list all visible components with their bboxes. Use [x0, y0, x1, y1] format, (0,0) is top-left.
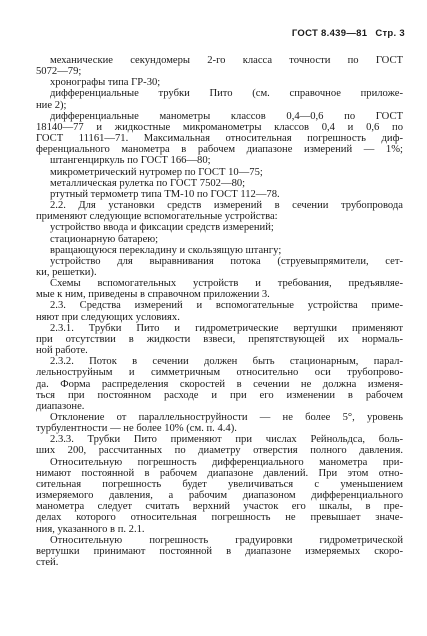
page-number: Стр. 3: [375, 28, 405, 39]
text-line: Относительную погрешность дифференциального манометра при-: [50, 456, 403, 468]
text-line: стационарную батарею;: [50, 233, 159, 245]
text-line: ших 200, рассчитанных по диаметру отверстия полного давления.: [36, 445, 403, 457]
text-line: устройство ввода и фиксации средств измерений;: [50, 222, 274, 234]
text-line: механические секундомеры 2-го класса точности по ГОСТ: [50, 55, 403, 66]
text-line: 2.3.2. Поток в сечении должен быть стационарным, парал-: [50, 356, 403, 368]
text-line: Отклонение от параллельноструйности — не более 5°, уровень: [50, 412, 403, 423]
text-line: лельноструйным и симметричным относительно оси трубопрово-: [36, 367, 403, 379]
text-line: ки, решетки).: [36, 266, 97, 278]
text-line: Схемы вспомогательных устройств и требования, предъявляе-: [50, 278, 403, 290]
text-line: вращающуюся перекладину и скользящую штангу;: [50, 244, 282, 256]
text-line: ться при постоянном расходе и при его изменении в рабочем: [36, 389, 403, 401]
text-line: 2.3.3. Трубки Пито применяют при числах Рейнольдса, боль-: [50, 434, 403, 446]
text-line: хронографы типа ГР-30;: [50, 77, 161, 89]
text-line: ГОСТ 11161—71. Максимальная относительная погрешность диф-: [36, 133, 403, 145]
text-line: дифференциальные трубки Пито (см. справочное приложе-: [50, 88, 403, 100]
text-line: устройство для выравнивания потока (струевыпрямители, сет-: [50, 255, 403, 267]
text-line: при отсутствии в жидкости взвеси, препятствующей их нормаль-: [36, 333, 403, 345]
text-line: делах которого относительная погрешность не превышает значе-: [36, 512, 403, 524]
text-line: мые к ним, приведены в справочном приложении 3.: [36, 289, 270, 301]
text-line: 2.2. Для установки средств измерений в сечении трубопровода: [50, 200, 403, 212]
text-line: турбулентности — не более 10% (см. п. 4.4).: [36, 423, 237, 435]
text-line: микрометрический нутромер по ГОСТ 10—75;: [50, 166, 263, 178]
text-line: дифференциальные манометры классов 0,4—0,6 по ГОСТ: [50, 110, 403, 122]
text-line: Относительную погрешность градуировки гидрометрической: [50, 534, 403, 546]
text-line: ния, указанного в п. 2.1.: [36, 523, 145, 535]
text-line: манометра следует считать верхний участок его шкалы, в пре-: [36, 501, 403, 513]
text-line: 18140—77 и жидкостные микроманометры классов 0,4 и 0,6 по: [36, 121, 403, 133]
text-line: металлическая рулетка по ГОСТ 7502—80;: [50, 177, 246, 189]
text-line: ференциального манометра в рабочем диапазоне измерений — 1%;: [36, 144, 403, 156]
text-line: диапазоне.: [36, 400, 85, 412]
text-line: 5072—79;: [36, 66, 82, 78]
text-line: стей.: [36, 557, 59, 569]
document-code: ГОСТ 8.439—81: [291, 28, 368, 39]
document-body: [36, 55, 403, 568]
text-line: штангенциркуль по ГОСТ 166—80;: [50, 155, 211, 167]
text-line: сительная погрешность будет увеличиваться с уменьшением: [36, 478, 403, 490]
text-line: няют при следующих условиях.: [36, 311, 180, 323]
text-line: ной работе.: [36, 345, 88, 357]
text-line: да. Форма распределения скоростей в сечении не должна изменя-: [36, 378, 403, 390]
text-line: ние 2);: [36, 99, 67, 111]
text-line: 2.3.1. Трубки Пито и гидрометрические вертушки применяют: [50, 322, 403, 334]
text-line: вертушки принимают постоянной в диапазоне измеряемых скоро-: [36, 545, 403, 557]
text-line: применяют следующие вспомогательные устройства:: [36, 211, 278, 223]
page-header: [292, 28, 405, 39]
text-line: 2.3. Средства измерений и вспомогательные устройства приме-: [50, 300, 403, 312]
text-line: нимают постоянной в рабочем диапазоне давлений. При этом отно-: [36, 467, 403, 479]
text-line: измеряемого давления, а рабочим диапазоном дифференциального: [36, 490, 403, 502]
text-line: ртутный термометр типа ТМ-10 по ГОСТ 112—78.: [50, 188, 280, 200]
